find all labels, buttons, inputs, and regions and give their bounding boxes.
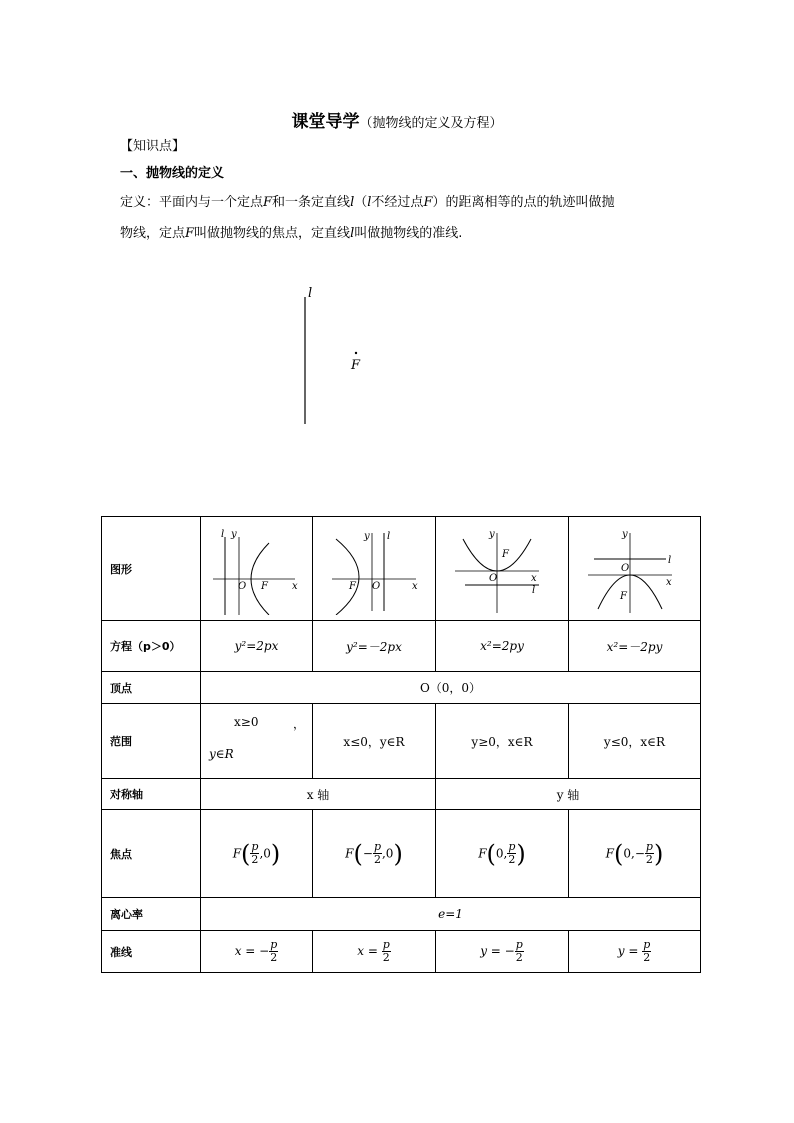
range-cell: y≥0，x∈R xyxy=(436,704,569,779)
def-var: l xyxy=(367,195,372,210)
graph-left-opening xyxy=(324,519,424,615)
directrix-label: l xyxy=(387,531,391,542)
focus-post: ,0 xyxy=(381,846,394,860)
table-row xyxy=(102,898,701,931)
row-label: 顶点 xyxy=(102,672,201,704)
frac-num: p xyxy=(643,938,651,951)
axis-x-label: x xyxy=(412,581,418,592)
focus-lead: 0, xyxy=(495,846,508,860)
def-text: （ xyxy=(354,195,368,210)
frac-num: p xyxy=(515,938,523,951)
fraction xyxy=(645,841,654,866)
frac-num: p xyxy=(382,938,390,951)
focus-F: F xyxy=(478,846,487,860)
focus-F: F xyxy=(605,846,614,860)
directrix-cell xyxy=(201,931,313,973)
dir-eq: = xyxy=(624,944,643,958)
directrix-label: l xyxy=(308,286,313,301)
eccentricity-cell: e=1 xyxy=(201,898,701,931)
graph-cell xyxy=(201,517,313,621)
focus-cell: F( $\frac{p}{2}$ ,0) xyxy=(201,810,313,898)
origin-label: O xyxy=(237,581,246,592)
frac-den: 2 xyxy=(645,853,653,866)
axis-x-label: x xyxy=(531,573,537,584)
range-sep: ， xyxy=(293,717,306,731)
def-text: 叫做抛物线的准线. xyxy=(354,226,463,241)
range-cell xyxy=(201,704,313,779)
table-row xyxy=(102,931,701,973)
focus-lead: 0, xyxy=(623,846,635,860)
axis-x-label: x xyxy=(665,577,672,588)
focus-cell: F(0,− $\frac{p}{2}$ ) xyxy=(569,810,701,898)
axis-y-label: y xyxy=(489,529,495,540)
def-text: 叫做抛物线的焦点，定直线 xyxy=(194,226,351,241)
graph-up-opening xyxy=(447,519,557,615)
dir-var: y xyxy=(480,944,487,958)
graph-right-opening xyxy=(207,519,307,615)
definition-figure xyxy=(290,280,380,430)
dir-eq: = − xyxy=(486,944,515,958)
knowledge-label: 【知识点】 xyxy=(120,139,186,154)
range-cell: y≤0，x∈R xyxy=(569,704,701,779)
focus-dot xyxy=(355,352,357,354)
def-var: F xyxy=(423,195,433,210)
directrix-label: l xyxy=(532,585,536,596)
dir-var: x xyxy=(234,944,242,958)
frac-den: 2 xyxy=(508,853,516,866)
title-main: 课堂导学 xyxy=(291,112,360,132)
row-label: 准线 xyxy=(102,931,201,973)
focus-label: F xyxy=(260,581,268,592)
def-var: F xyxy=(263,195,273,210)
parabola-properties-table xyxy=(101,516,701,973)
def-var: l xyxy=(350,195,355,210)
row-label: 方程（p＞0） xyxy=(102,621,201,672)
directrix-label: l xyxy=(667,555,671,566)
def-var: l xyxy=(350,226,355,241)
graph-down-opening xyxy=(580,519,690,615)
frac-num: p xyxy=(251,840,259,853)
focus-cell: F(− $\frac{p}{2}$ ,0) xyxy=(313,810,436,898)
dir-var: x xyxy=(357,944,365,958)
range-part: x≥0 xyxy=(234,715,259,729)
definition-paragraph xyxy=(120,187,700,249)
focus-sign: − xyxy=(362,846,373,860)
table-row xyxy=(102,810,701,898)
axis-y-label: y xyxy=(230,529,237,540)
directrix-cell xyxy=(313,931,436,973)
axis-x-label: x xyxy=(291,581,298,592)
origin-label: O xyxy=(372,581,381,592)
axis-y-label: y xyxy=(621,529,628,540)
axis-cell: y 轴 xyxy=(436,779,701,810)
row-label: 图形 xyxy=(102,517,201,621)
frac-den: 2 xyxy=(270,951,278,964)
origin-label: O xyxy=(489,573,498,584)
row-label: 焦点 xyxy=(102,810,201,898)
fraction xyxy=(373,841,382,866)
directrix-label: l xyxy=(220,529,224,540)
frac-den: 2 xyxy=(382,951,390,964)
graph-cell xyxy=(569,517,701,621)
frac-den: 2 xyxy=(373,853,381,866)
frac-den: 2 xyxy=(515,951,523,964)
def-text: ）的距离相等的点的轨迹叫做抛 xyxy=(432,195,615,210)
row-label: 离心率 xyxy=(102,898,201,931)
frac-den: 2 xyxy=(251,853,259,866)
focus-sign: − xyxy=(634,846,645,860)
focus-cell: F(0, $\frac{p}{2}$ ) xyxy=(436,810,569,898)
focus-post: ,0 xyxy=(259,846,271,860)
equation-cell: x²=－2py xyxy=(569,621,701,672)
fraction xyxy=(269,939,278,964)
def-text: 和一条定直线 xyxy=(272,195,351,210)
axis-y-label: y xyxy=(364,531,370,542)
graph-cell xyxy=(436,517,569,621)
table-row xyxy=(102,779,701,810)
vertex-cell: O（0，0） xyxy=(201,672,701,704)
def-text: 物线，定点 xyxy=(120,226,186,241)
fraction xyxy=(382,939,391,964)
row-label: 范围 xyxy=(102,704,201,779)
frac-num: p xyxy=(373,840,381,853)
frac-den: 2 xyxy=(643,951,651,964)
table-row xyxy=(102,672,701,704)
origin-label: O xyxy=(620,563,629,574)
frac-num: p xyxy=(270,938,278,951)
axis-cell: x 轴 xyxy=(201,779,436,810)
focus-F: F xyxy=(345,846,354,860)
dir-eq: = − xyxy=(241,944,270,958)
title-sub: （抛物线的定义及方程） xyxy=(359,116,503,131)
dir-eq: = xyxy=(364,944,382,958)
equation-cell: y²=－2px xyxy=(313,621,436,672)
focus-label: F xyxy=(351,358,361,373)
row-label: 对称轴 xyxy=(102,779,201,810)
graph-cell xyxy=(313,517,436,621)
fraction xyxy=(642,939,651,964)
def-text: 定义：平面内与一个定点 xyxy=(120,195,264,210)
section-heading: 一、抛物线的定义 xyxy=(120,166,225,181)
page-title xyxy=(0,107,794,132)
frac-num: p xyxy=(508,840,516,853)
def-text: 不经过点 xyxy=(371,195,424,210)
def-var: F xyxy=(185,226,195,241)
fraction xyxy=(515,939,524,964)
focus-F: F xyxy=(232,846,242,860)
directrix-cell xyxy=(436,931,569,973)
focus-label: F xyxy=(619,591,627,602)
focus-label: F xyxy=(349,581,356,592)
focus-label: F xyxy=(502,549,509,560)
range-part: y∈R xyxy=(209,747,234,761)
equation-cell: x²=2py xyxy=(436,621,569,672)
directrix-cell xyxy=(569,931,701,973)
table-row xyxy=(102,704,701,779)
dir-var: y xyxy=(617,944,625,958)
table-row xyxy=(102,517,701,621)
frac-num: p xyxy=(645,840,653,853)
table-row xyxy=(102,621,701,672)
equation-cell: y²=2px xyxy=(201,621,313,672)
range-cell: x≤0，y∈R xyxy=(313,704,436,779)
